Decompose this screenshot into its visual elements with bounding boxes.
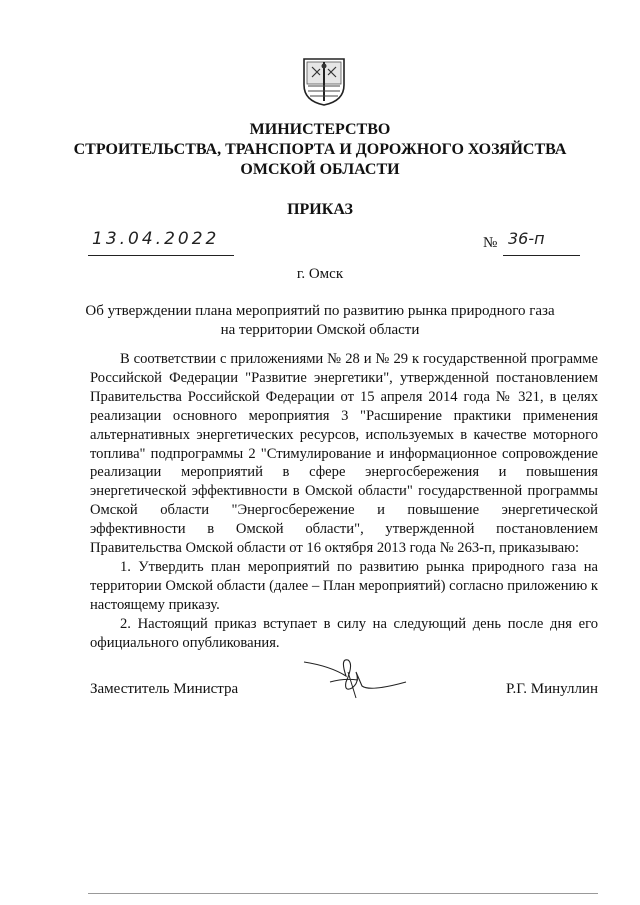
date-underline — [88, 255, 234, 256]
document-body — [90, 350, 598, 653]
signatory-name: Р.Г. Минуллин — [506, 681, 598, 697]
item-2-paragraph: 2. Настоящий приказ вступает в силу на следующий день после дня его официального опубликования. — [90, 615, 598, 651]
ministry-line-2: СТРОИТЕЛЬСТВА, ТРАНСПОРТА И ДОРОЖНОГО ХОЗЯЙСТВА — [73, 141, 567, 158]
preamble-paragraph: В соответствии с приложениями № 28 и № 29 к государственной программе Российской Федерации "Развитие энергетики", утвержденной постановлением Правительства Российской Федерации от 15 апреля 2014 года № 321, в целях реализации основного мероприятия 3 "Расширение практики применения альтернативных энергетических ресурсов, используемых в качестве моторного топлива" подпрограммы 2 "Стимулирование и информационное сопровождение реализации мероприятий в сфере энергосбережения и повышения энергетической эффективности в Омской области" государственной программы Омской области "Энергосбережение и повышение энергетической эффективности в Омской области", утвержденной постановлением Правительства Омской области от 16 октября 2013 года № 263-п, приказываю: — [90, 351, 598, 557]
page-bottom-rule — [88, 893, 598, 894]
document-number: 36-п — [508, 229, 545, 248]
signatory-title: Заместитель Министра — [90, 681, 239, 697]
coat-of-arms-icon — [300, 55, 348, 107]
ministry-name — [0, 120, 640, 180]
ministry-line-3: ОМСКОЙ ОБЛАСТИ — [240, 161, 400, 178]
handwritten-signature-icon — [300, 652, 410, 700]
ministry-line-1: МИНИСТЕРСТВО — [249, 121, 391, 138]
number-label: № — [483, 235, 498, 251]
number-underline — [503, 255, 580, 256]
document-type: ПРИКАЗ — [287, 201, 353, 218]
document-subject: Об утверждении плана мероприятий по развитию рынка природного газа на территории Омской области — [85, 303, 555, 338]
item-1-paragraph: 1. Утвердить план мероприятий по развитию рынка природного газа на территории Омской области (далее – План мероприятий) согласно приложению к настоящему приказу. — [90, 558, 598, 613]
document-city: г. Омск — [296, 266, 344, 282]
document-date: 13.04.2022 — [92, 229, 220, 249]
